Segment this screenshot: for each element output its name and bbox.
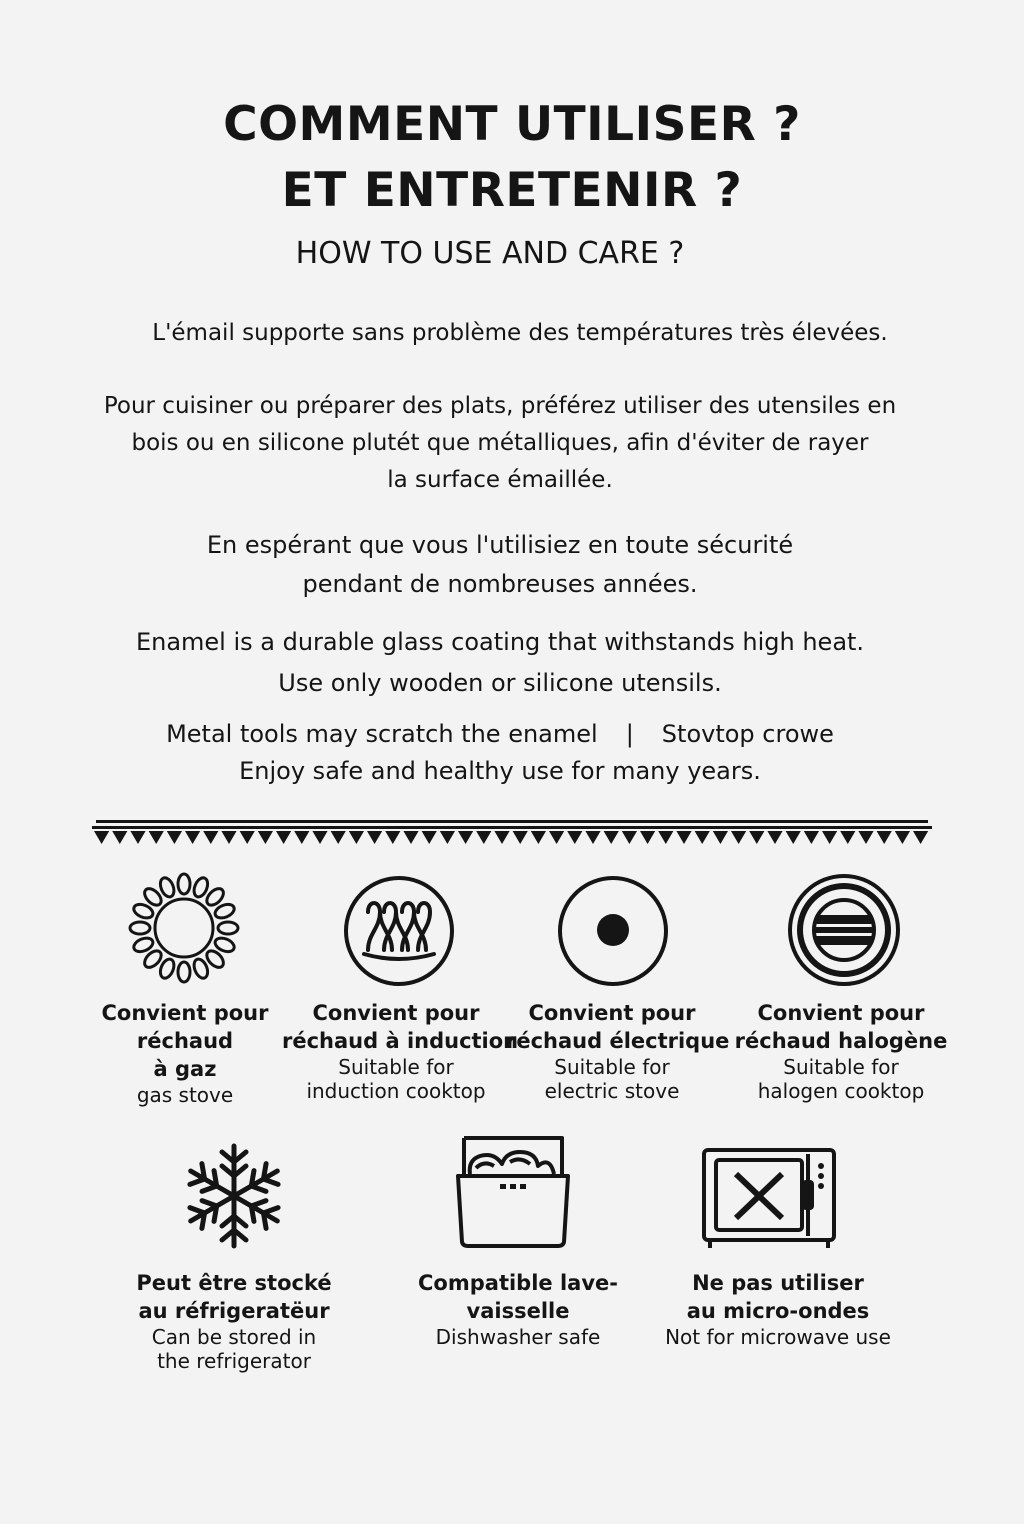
paragraph-line: L'émail supporte sans problème des températures très élevées. xyxy=(152,320,888,346)
label-english: Suitable for xyxy=(554,1055,670,1079)
page-subtitle: HOW TO USE AND CARE ? xyxy=(295,236,685,271)
border-tooth xyxy=(349,831,364,844)
sun-petal xyxy=(178,874,190,894)
paragraph-line: Pour cuisiner ou préparer des plats, préférez utiliser des utensiles en xyxy=(103,393,897,419)
border-tooth xyxy=(858,831,873,844)
border-tooth xyxy=(221,831,236,844)
border-tooth xyxy=(622,831,637,844)
sun-petal xyxy=(218,922,238,934)
english-enamel-paragraph xyxy=(0,622,1000,704)
border-tooth xyxy=(767,831,782,844)
utensils-paragraph xyxy=(0,388,1000,499)
border-tooth xyxy=(185,831,200,844)
label-french: réchaud à induction xyxy=(282,1029,519,1053)
border-tooth xyxy=(167,831,182,844)
border-tooth xyxy=(112,831,127,844)
border-tooth xyxy=(403,831,418,844)
label-french: Compatible lave- xyxy=(418,1271,618,1295)
dishwasher-icon xyxy=(454,1134,572,1250)
microwave-label xyxy=(660,1269,896,1349)
gas-flame-sun-icon xyxy=(124,868,244,988)
stovetop-text: Stovtop crowe xyxy=(661,720,834,748)
label-french: vaisselle xyxy=(466,1299,570,1323)
border-tooth xyxy=(203,831,218,844)
label-english: Suitable for xyxy=(338,1055,454,1079)
gas-stove-label xyxy=(85,999,285,1107)
paragraph-line: Use only wooden or silicone utensils. xyxy=(278,669,722,697)
border-tooth xyxy=(476,831,491,844)
border-tooth xyxy=(567,831,582,844)
dishwasher-label xyxy=(408,1269,628,1349)
border-tooth xyxy=(531,831,546,844)
label-english: Dishwasher safe xyxy=(435,1325,601,1349)
border-tooth xyxy=(786,831,801,844)
border-tooth xyxy=(440,831,455,844)
label-english: Can be stored in xyxy=(151,1325,317,1349)
sun-petal xyxy=(130,922,150,934)
label-french: au réfrigeratëur xyxy=(138,1299,330,1323)
border-tooth xyxy=(276,831,291,844)
enamel-heat-paragraph xyxy=(0,315,1024,352)
label-english: Suitable for xyxy=(783,1055,899,1079)
paragraph-line: Enamel is a durable glass coating that withstands high heat. xyxy=(135,628,865,656)
border-tooth xyxy=(676,831,691,844)
halogen-cooktop-label xyxy=(734,999,948,1103)
border-tooth xyxy=(494,831,509,844)
border-tooth xyxy=(731,831,746,844)
border-tooth xyxy=(130,831,145,844)
border-tooth xyxy=(94,831,109,844)
electric-stove-label xyxy=(506,999,730,1103)
border-tooth xyxy=(713,831,728,844)
border-tooth xyxy=(913,831,928,844)
border-tooth xyxy=(458,831,473,844)
border-tooth xyxy=(840,831,855,844)
border-tooth xyxy=(385,831,400,844)
label-french: au micro-ondes xyxy=(686,1299,870,1323)
border-tooth xyxy=(149,831,164,844)
refrigerator-label xyxy=(124,1269,344,1373)
label-english: the refrigerator xyxy=(157,1349,311,1373)
halogen-plate-icon xyxy=(784,870,904,990)
sun-petal xyxy=(178,962,190,982)
no-microwave-icon xyxy=(700,1146,838,1250)
label-french: Convient pour xyxy=(312,1001,480,1025)
paragraph-line-1 xyxy=(0,716,1000,753)
label-french: Ne pas utiliser xyxy=(692,1271,864,1295)
label-french: réchaud xyxy=(136,1029,234,1053)
label-english: halogen cooktop xyxy=(757,1079,925,1103)
border-tooth xyxy=(294,831,309,844)
paragraph-line: la surface émaillée. xyxy=(387,467,613,493)
label-french: à gaz xyxy=(153,1057,217,1081)
induction-coil-icon xyxy=(340,872,458,990)
label-english: Not for microwave use xyxy=(665,1325,891,1349)
border-tooth xyxy=(312,831,327,844)
border-tooth xyxy=(585,831,600,844)
border-tooth xyxy=(877,831,892,844)
label-french: réchaud électrique xyxy=(506,1029,730,1053)
border-tooth xyxy=(804,831,819,844)
border-tooth xyxy=(258,831,273,844)
paragraph-line: bois ou en silicone plutét que métalliques, afin d'éviter de rayer xyxy=(131,430,869,456)
title-line-2: ET ENTRETENIR ? xyxy=(281,163,743,218)
border-tooth xyxy=(549,831,564,844)
electric-plate-icon xyxy=(554,872,672,990)
induction-label xyxy=(282,999,519,1103)
label-english: induction cooktop xyxy=(306,1079,486,1103)
title-line-1: COMMENT UTILISER ? xyxy=(223,97,801,152)
separator: | xyxy=(625,720,634,748)
border-tooth xyxy=(367,831,382,844)
paragraph-line: En espérant que vous l'utilisiez en toute sécurité xyxy=(206,531,794,559)
border-tooth xyxy=(749,831,764,844)
border-tooth xyxy=(895,831,910,844)
snowflake-icon xyxy=(178,1140,290,1252)
label-french: Peut être stocké xyxy=(136,1271,332,1295)
english-care-paragraph xyxy=(0,716,1000,790)
label-english: gas stove xyxy=(136,1083,234,1107)
decorative-divider xyxy=(92,814,932,850)
page-title xyxy=(0,92,1024,224)
border-tooth xyxy=(658,831,673,844)
safety-wish-paragraph xyxy=(0,526,1000,604)
label-french: Convient pour xyxy=(528,1001,696,1025)
paragraph-line-2: Enjoy safe and healthy use for many years. xyxy=(239,757,761,785)
paragraph-line: pendant de nombreuses années. xyxy=(302,570,698,598)
border-tooth xyxy=(240,831,255,844)
metal-tools-text: Metal tools may scratch the enamel xyxy=(166,720,598,748)
border-tooth xyxy=(513,831,528,844)
border-tooth xyxy=(604,831,619,844)
border-tooth xyxy=(331,831,346,844)
border-tooth xyxy=(422,831,437,844)
label-french: Convient pour xyxy=(757,1001,925,1025)
label-english: electric stove xyxy=(544,1079,680,1103)
label-french: Convient pour xyxy=(101,1001,269,1025)
border-tooth xyxy=(640,831,655,844)
label-french: réchaud halogène xyxy=(734,1029,948,1053)
border-tooth xyxy=(695,831,710,844)
border-tooth xyxy=(822,831,837,844)
